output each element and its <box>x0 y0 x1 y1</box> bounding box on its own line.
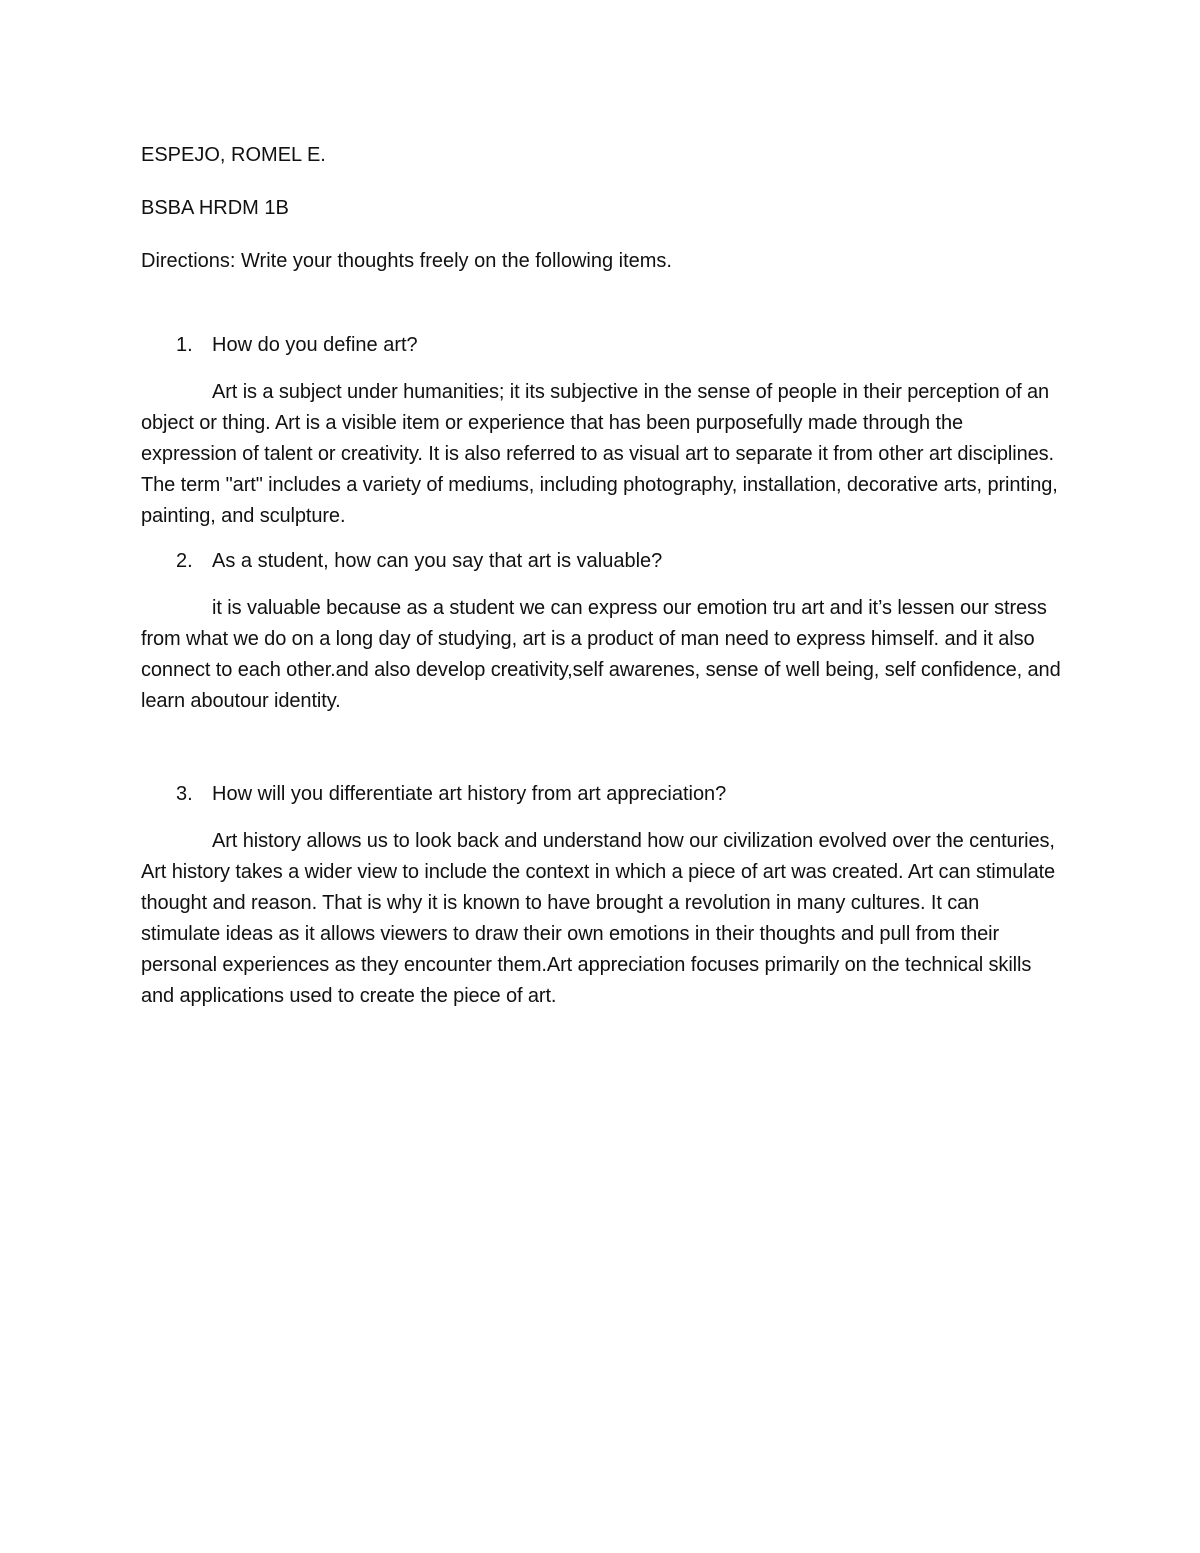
question-number: 2. <box>176 550 193 572</box>
answer-1: Art is a subject under humanities; it its subjective in the sense of people in their perception of an object or thing. Art is a visible item or experience that has been purposefully made through the expression of talent or creativity. It is also referred to as visual art to separate it from other art disciplines. The term "art" includes a variety of mediums, including photography, installation, decorative arts, printing, painting, and sculpture. <box>141 381 1058 527</box>
question-number: 3. <box>176 783 193 805</box>
question-text: How do you define art? <box>212 334 418 356</box>
question-number: 1. <box>176 334 193 356</box>
question-text: How will you differentiate art history from art appreciation? <box>212 783 727 805</box>
question-3 <box>141 779 1061 810</box>
student-name: ESPEJO, ROMEL E. <box>141 144 326 166</box>
question-2 <box>141 546 1061 577</box>
answer-3: Art history allows us to look back and understand how our civilization evolved over the centuries, Art history takes a wider view to include the context in which a piece of art was created. Art can stimulate thought and reason. That is why it is known to have brought a revolution in many cultures. It can stimulate ideas as it allows viewers to draw their own emotions in their thoughts and pull from their personal experiences as they encounter them.Art appreciation focuses primarily on the technical skills and applications used to create the piece of art. <box>141 830 1056 1007</box>
document-body <box>141 140 1061 1026</box>
course-section: BSBA HRDM 1B <box>141 197 289 219</box>
question-1 <box>141 330 1061 361</box>
answer-2: it is valuable because as a student we can express our emotion tru art and it’s lessen our stress from what we do on a long day of studying, art is a product of man need to express himself. and it also connect to each other.and also develop creativity,self awarenes, sense of well being, self confidence, and learn aboutour identity. <box>141 597 1061 712</box>
directions-text: Directions: Write your thoughts freely on the following items. <box>141 250 672 272</box>
question-text: As a student, how can you say that art is valuable? <box>212 550 663 572</box>
